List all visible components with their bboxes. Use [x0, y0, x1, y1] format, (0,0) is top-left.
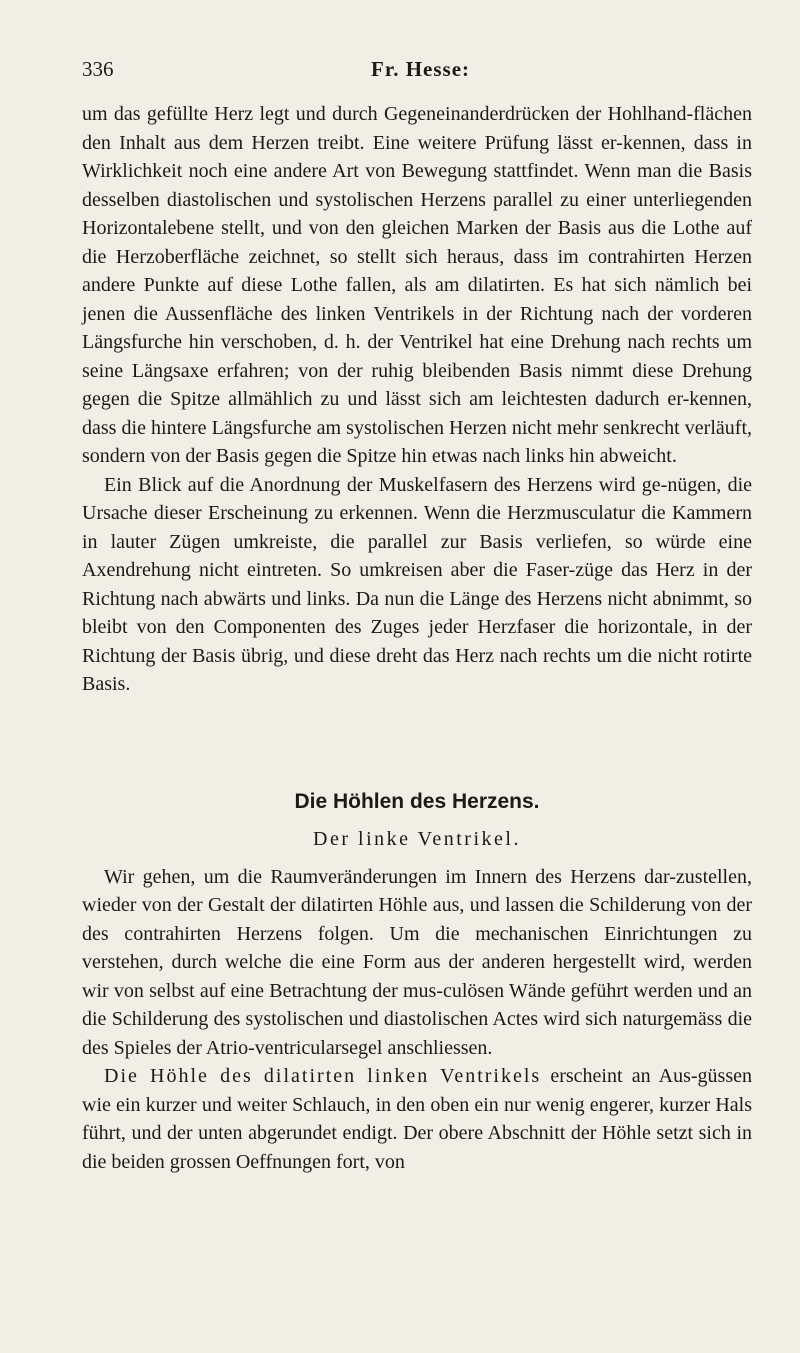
section-body-1 [82, 100, 752, 699]
running-head [82, 52, 752, 86]
spaced-emphasis: Die Höhle des dilatirten linken Ventrikels [104, 1065, 542, 1087]
running-title: Fr. Hesse: [371, 57, 471, 81]
section-body-2 [82, 863, 752, 1177]
paragraph-2: Ein Blick auf die Anordnung der Muskelfasern des Herzens wird ge-nügen, die Ursache dieser Erscheinung zu erkennen. Wenn die Herzmusculatur die Kammern in lauter Zügen umkreiste, die parallel zur Basis verliefen, so würde eine Axendrehung nicht eintreten. So umkreisen aber die Faser-züge das Herz in der Richtung nach abwärts und links. Da nun die Länge des Herzens nicht abnimmt, so bleibt von den Componenten des Zuges jeder Herzfaser die horizontale, in der Richtung der Basis übrig, und diese dreht das Herz nach rechts um die nicht rotirte Basis. [82, 473, 752, 695]
book-page [82, 52, 752, 1176]
paragraph-3: Wir gehen, um die Raumveränderungen im Innern des Herzens dar-zustellen, wieder von der Gestalt der dilatirten Höhle aus, und lassen die Schilderung von der des contrahirten Herzens folgen. Um die mechanischen Einrichtungen zu verstehen, durch welche die eine Form aus der anderen hergestellt wird, werden wir von selbst auf eine Betrachtung der mus-culösen Wände geführt werden und an die Schilderung des systolischen und diastolischen Actes wird sich naturgemäss die des Spieles der Atrio-ventricularsegel anschliessen. [82, 865, 752, 1059]
page-number: 336 [82, 57, 114, 81]
paragraph-1: um das gefüllte Herz legt und durch Gegeneinanderdrücken der Hohlhand-flächen den Inhalt aus dem Herzen treibt. Eine weitere Prüfung lässt er-kennen, dass in Wirklichkeit noch eine andere Art von Bewegung stattfindet. Wenn man die Basis desselben diastolischen und systolischen Herzens parallel zu einer unterliegenden Horizontalebene stellt, und von den gleichen Marken der Basis aus die Lothe auf die Herzoberfläche zeichnet, so stellt sich heraus, dass im contrahirten Herzen andere Punkte auf diese Lothe fallen, als am dilatirten. Es hat sich nämlich bei jenen die Aussenfläche des linken Ventrikels in der Richtung nach der vorderen Längsfurche hin verschoben, d. h. der Ventrikel hat eine Drehung nach rechts um seine Längsaxe erfahren; von der ruhig bleibenden Basis nimmt diese Drehung gegen die Spitze allmählich zu und lässt sich am leichtesten dadurch er-kennen, dass die hintere Längsfurche am systolischen Herzen nicht mehr senkrecht verläuft, sondern von der Basis gegen die Spitze hin etwas nach links hin abweicht. [82, 103, 752, 467]
subsection-heading: Der linke Ventrikel. [313, 827, 521, 850]
paragraph-4-text: erscheint an Aus-güssen wie ein kurzer und weiter Schlauch, in den oben ein nur wenig engerer, kurzer Hals führt, und der unten abgerundet endigt. Der obere Abschnitt der Höhle setzt sich in die beiden grossen Oeffnungen fort, von [82, 1065, 752, 1173]
paragraph-4 [82, 1062, 752, 1176]
section-heading: Die Höhlen des Herzens. [294, 789, 540, 813]
